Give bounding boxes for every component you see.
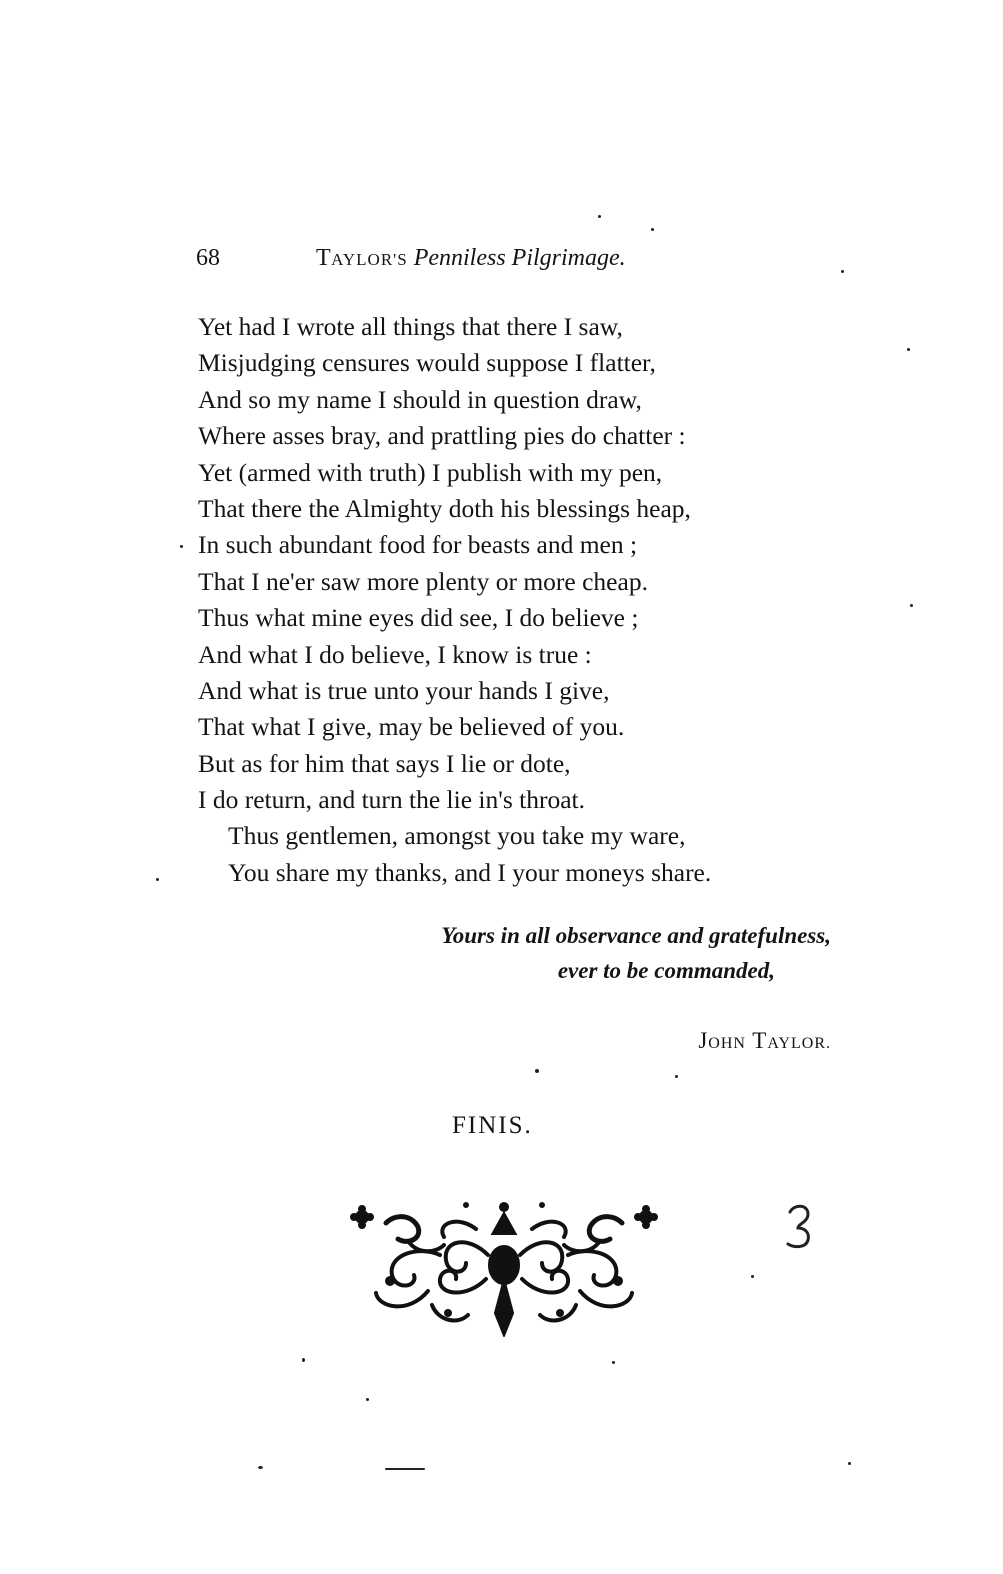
page-number: 68 (196, 245, 220, 271)
couplet-line: You share my thanks, and I your moneys share. (228, 857, 712, 887)
speck (598, 215, 601, 218)
speck (156, 878, 159, 881)
speck (751, 1275, 754, 1278)
speck (535, 1069, 539, 1073)
poem-line: Where asses bray, and prattling pies do chatter : (198, 421, 686, 451)
tailpiece-ornament (348, 1195, 660, 1337)
speck (841, 270, 844, 273)
poem (198, 309, 838, 891)
couplet-line: Thus gentlemen, amongst you take my ware, (228, 821, 686, 851)
poem-line: Thus what mine eyes did see, I do believe ; (198, 603, 639, 633)
closing-line-2: ever to be commanded, (557, 958, 775, 983)
running-head (316, 243, 626, 275)
speck (385, 1468, 425, 1470)
speck (302, 1358, 305, 1362)
finis-heading: FINIS. (452, 1112, 533, 1139)
speck (366, 1398, 369, 1401)
running-head-title: Penniless Pilgrimage. (413, 245, 626, 271)
poem-line: But as for him that says I lie or dote, (198, 748, 571, 778)
speck (612, 1361, 615, 1364)
speck (675, 1075, 678, 1078)
poem-line: And what is true unto your hands I give, (198, 675, 610, 705)
poem-line: Yet had I wrote all things that there I saw, (198, 312, 623, 341)
closing-salutation (441, 918, 831, 988)
poem-line: That what I give, may be believed of you. (198, 712, 625, 742)
poem-line: That I ne'er saw more plenty or more cheap. (198, 566, 648, 596)
poem-line: That there the Almighty doth his blessings heap, (198, 493, 691, 523)
speck (907, 348, 910, 351)
poem-line: Yet (armed with truth) I publish with my pen, (198, 457, 663, 487)
signature-last-initial: T (752, 1028, 768, 1053)
speck (848, 1462, 851, 1465)
running-head-author-initial: T (316, 245, 332, 271)
poem-line: And what I do believe, I know is true : (198, 639, 592, 669)
closing-line-1: Yours in all observance and gratefulness, (441, 923, 831, 948)
poem-line: And so my name I should in question draw, (198, 384, 642, 414)
signature-last-rest: AYLOR. (767, 1035, 831, 1052)
poem-line: I do return, and turn the lie in's throat. (198, 785, 585, 815)
speck (258, 1466, 263, 1469)
signature (698, 1026, 831, 1059)
speck (180, 545, 183, 548)
poem-line: In such abundant food for beasts and men ; (198, 530, 638, 560)
poem-line: Misjudging censures would suppose I flatter, (198, 348, 656, 378)
signature-first-initial: J (698, 1028, 709, 1053)
signature-first-rest: OHN (708, 1035, 746, 1052)
speck (651, 228, 654, 231)
running-head-author-rest: AYLOR'S (331, 250, 408, 269)
handwritten-margin-mark (778, 1200, 818, 1252)
speck (910, 604, 913, 607)
